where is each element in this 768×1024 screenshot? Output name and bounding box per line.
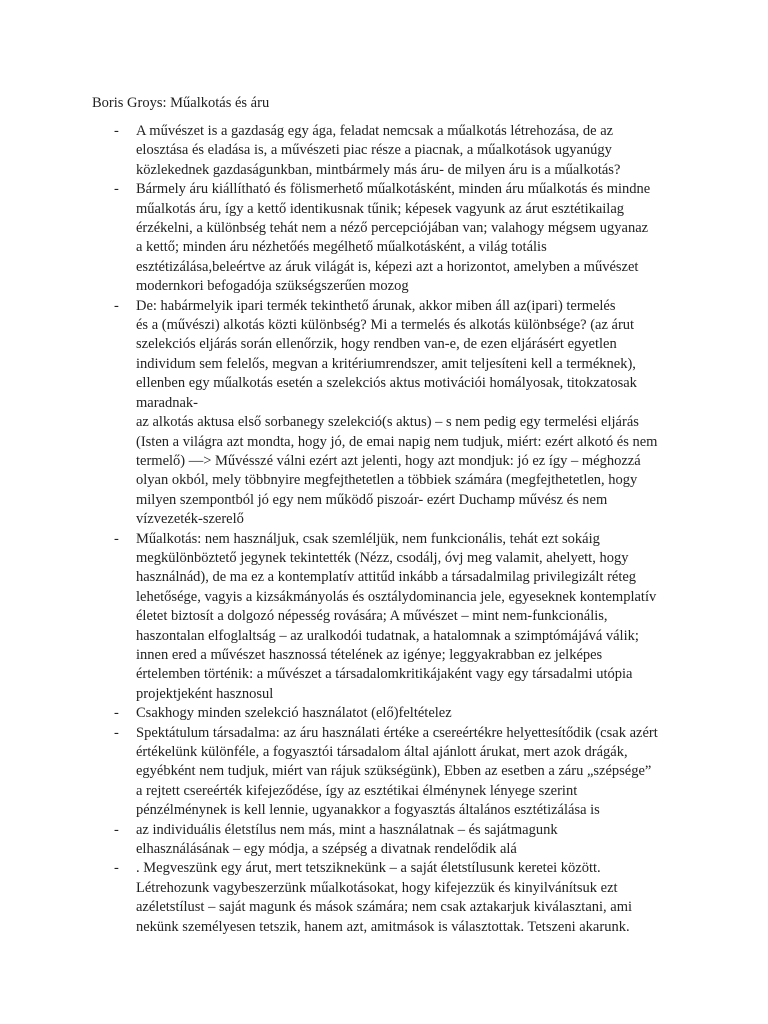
text-line: Bármely áru kiállítható és fölismerhető műalkotásként, minden áru műalkotás és mindne <box>136 181 651 198</box>
text-line: . Megveszünk egy árut, mert tetsziknekünk – a saját életstílusunk keretei között. <box>136 860 601 877</box>
list-item <box>0 704 768 723</box>
list-item <box>0 724 768 821</box>
bullet-dash: - <box>114 860 119 877</box>
text-line: innen ered a művészet hasznossá tételének az igénye; leggyakrabban ez jelképes <box>136 646 603 663</box>
bullet-list <box>0 122 768 937</box>
text-line: individum sem felelős, megvan a kritériumrendszer, amit teljesíteni kell a terméknek), <box>136 355 636 372</box>
text-line: életet biztosít a dolgozó népesség rovására; A művészet – mint nem-funkcionális, <box>136 608 608 625</box>
text-line: elosztása és eladása is, a művészeti piac része a piacnak, a műalkotások ugyanúgy <box>136 142 612 159</box>
list-item <box>0 122 768 180</box>
bullet-dash: - <box>114 181 119 198</box>
text-line: Létrehozunk vagybeszerzünk műalkotásokat, hogy kifejezzük és kinyilvánítsuk ezt <box>136 879 618 896</box>
text-line: esztétizálása,beleértve az áruk világát is, képezi azt a horizontot, amelyben a művészet <box>136 258 639 275</box>
bullet-dash: - <box>114 123 119 139</box>
text-line: nekünk személyesen tetszik, hanem azt, amitmások is választottak. Tetszeni akarunk. <box>136 918 630 935</box>
text-line: maradnak- <box>136 394 198 411</box>
text-line: olyan okból, mely többnyire megfejthetetlen a többiek számára (megfejthetetlen, hogy <box>136 472 638 489</box>
text-line: értékelünk különféle, a fogyasztói társadalom által ajánlott árukat, mert azok drágák, <box>136 744 628 760</box>
text-line: műalkotás áru, így a kettő identikusnak tűnik; képesek vagyunk az árut esztétikailag <box>136 200 625 217</box>
text-line: milyen szempontból jó egy nem működő piszoár- ezért Duchamp művész és nem <box>136 491 608 508</box>
text-line: közlekednek gazdaságunkban, mintbármely más áru- de milyen áru is a műalkotás? <box>136 161 621 178</box>
text-line: vízvezeték-szerelő <box>136 511 244 528</box>
text-line: haszontalan elfoglaltság – az uralkodói tudatnak, a hatalomnak a szimptómájává válik; <box>136 627 639 644</box>
bullet-dash: - <box>114 821 119 838</box>
bullet-dash: - <box>114 705 119 722</box>
list-item <box>0 859 768 937</box>
text-line: pénzélménynek is kell lennie, ugyanakkor a fogyasztás általános esztétizálása is <box>136 802 600 819</box>
text-line: egyébként nem tudjuk, miért van rájuk szükségünk), Ebben az esetben a záru „szépsége” <box>136 763 652 780</box>
text-line: ellenben egy műalkotás esetén a szelekciós aktus motivációi homályosak, titokzatosak <box>136 375 637 392</box>
text-line: érzékelni, a különbség tehát nem a néző percepciójában van; valahogy mégsem ugyanaz <box>136 220 649 237</box>
bullet-dash: - <box>114 297 119 314</box>
text-line: az individuális életstílus nem más, mint a használatnak – és sajátmagunk <box>136 821 558 838</box>
text-line: elhasználásának – egy módja, a szépség a divatnak rendelődik alá <box>136 841 517 858</box>
text-line: A művészet is a gazdaság egy ága, feladat nemcsak a műalkotás létrehozása, de az <box>136 123 614 139</box>
text-line: termelő) —> Művésszé válni ezért azt jelenti, hogy azt mondjuk: jó ez így – méghozzá <box>136 452 641 469</box>
text-line: lehetősége, vagyis a kizsákmányolás és osztálydominancia jele, egyeseknek kontemplatív <box>136 588 657 605</box>
text-line: használnád), de ma ez a kontemplatív attitűd inkább a társadalmilag privilegizált réteg <box>136 569 637 586</box>
text-line: De: habármelyik ipari termék tekinthető árunak, akkor miben áll az(ipari) termelés <box>136 297 616 314</box>
text-line: az alkotás aktusa első sorbanegy szelekció(s aktus) – s nem pedig egy termelési eljárás <box>136 414 639 431</box>
list-item <box>0 180 768 296</box>
list-item <box>0 530 768 705</box>
text-line: projektjeként hasznosul <box>136 685 274 702</box>
list-item <box>0 821 768 860</box>
text-line: azéletstílust – saját magunk és mások számára; nem csak aztakarjuk kiválasztani, ami <box>136 899 633 916</box>
text-line: értelemben történik: a művészet a társadalomkritikájaként vagy egy társadalmi utópia <box>136 666 633 683</box>
text-line: modernkori befogadója szükségszerűen mozog <box>136 278 409 295</box>
text-line: a rejtett csereérték kifejeződése, így az esztétikai élménynek lényege szerint <box>136 782 578 799</box>
text-line: a kettő; minden áru nézhetőés megélhető műalkotásként, a világ totális <box>136 239 547 256</box>
document-title: Boris Groys: Műalkotás és áru <box>92 95 270 111</box>
text-line: szelekciós eljárás során ellenőrzik, hogy rendben van-e, de ezen eljárásért egyetlen <box>136 336 617 353</box>
text-line: Spektátulum társadalma: az áru használati értéke a csereértékre helyettesítődik (csak azért <box>136 724 658 741</box>
bullet-dash: - <box>114 724 119 741</box>
text-line: (Isten a világra azt mondta, hogy jó, de emai napig nem tudjuk, miért: ezért alkotó és nem <box>136 433 658 450</box>
text-line: Műalkotás: nem használjuk, csak szemléljük, nem funkcionális, tehát ezt sokáig <box>136 530 600 547</box>
list-item <box>0 297 768 530</box>
text-line: Csakhogy minden szelekció használatot (elő)feltételez <box>136 705 452 722</box>
bullet-dash: - <box>114 530 119 547</box>
text-line: és a (művészi) alkotás közti különbség? Mi a termelés és alkotás különbsége? (az árut <box>136 317 635 334</box>
text-line: megkülönböztető jegynek tekintették (Nézz, csodálj, óvj meg valamit, ahelyett, hogy <box>136 549 629 566</box>
